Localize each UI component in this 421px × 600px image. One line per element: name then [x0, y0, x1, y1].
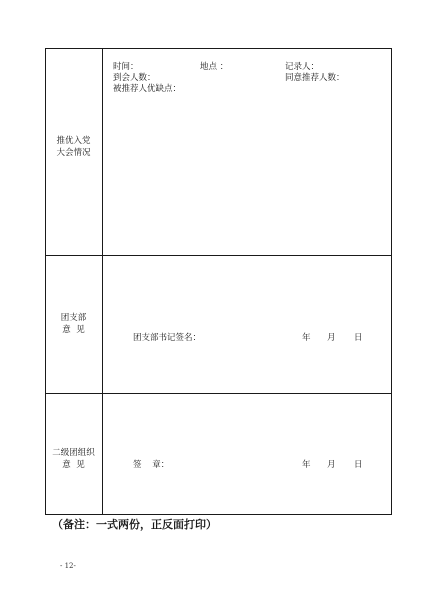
row3-month-label: 月 [327, 460, 336, 470]
row1-label-line1: 推优入党 [56, 136, 91, 146]
row2-label-line2: 意 见 [62, 325, 85, 335]
row2-label-line1: 团支部 [60, 313, 87, 323]
row2-day-label: 日 [354, 333, 363, 343]
row3-year-label: 年 [302, 460, 311, 470]
row1-label-line2: 大会情况 [56, 148, 91, 158]
page-number: - 12- [60, 562, 76, 570]
time-field-label: 时间： [113, 62, 139, 72]
row-divider-1 [45, 255, 392, 256]
row-divider-2 [45, 393, 392, 394]
seal-label: 签 章： [133, 460, 170, 470]
secretary-signature-label: 团支部书记签名： [133, 333, 202, 343]
merits-field-label: 被推荐人优缺点： [113, 84, 182, 94]
row2-month-label: 月 [327, 333, 336, 343]
remark-note: （备注：一式两份，正反面打印） [52, 518, 217, 531]
agree-count-field-label: 同意推荐人数： [285, 73, 345, 83]
form-table [45, 48, 392, 515]
place-field-label: 地点 ： [200, 62, 229, 72]
row3-day-label: 日 [354, 460, 363, 470]
label-column-divider [102, 48, 103, 515]
row3-label-line2: 意 见 [62, 460, 85, 470]
attendees-field-label: 到会人数： [113, 73, 156, 83]
recorder-field-label: 记录人： [285, 62, 320, 72]
row2-year-label: 年 [302, 333, 311, 343]
row3-label-line1: 二级团组织 [52, 448, 95, 458]
